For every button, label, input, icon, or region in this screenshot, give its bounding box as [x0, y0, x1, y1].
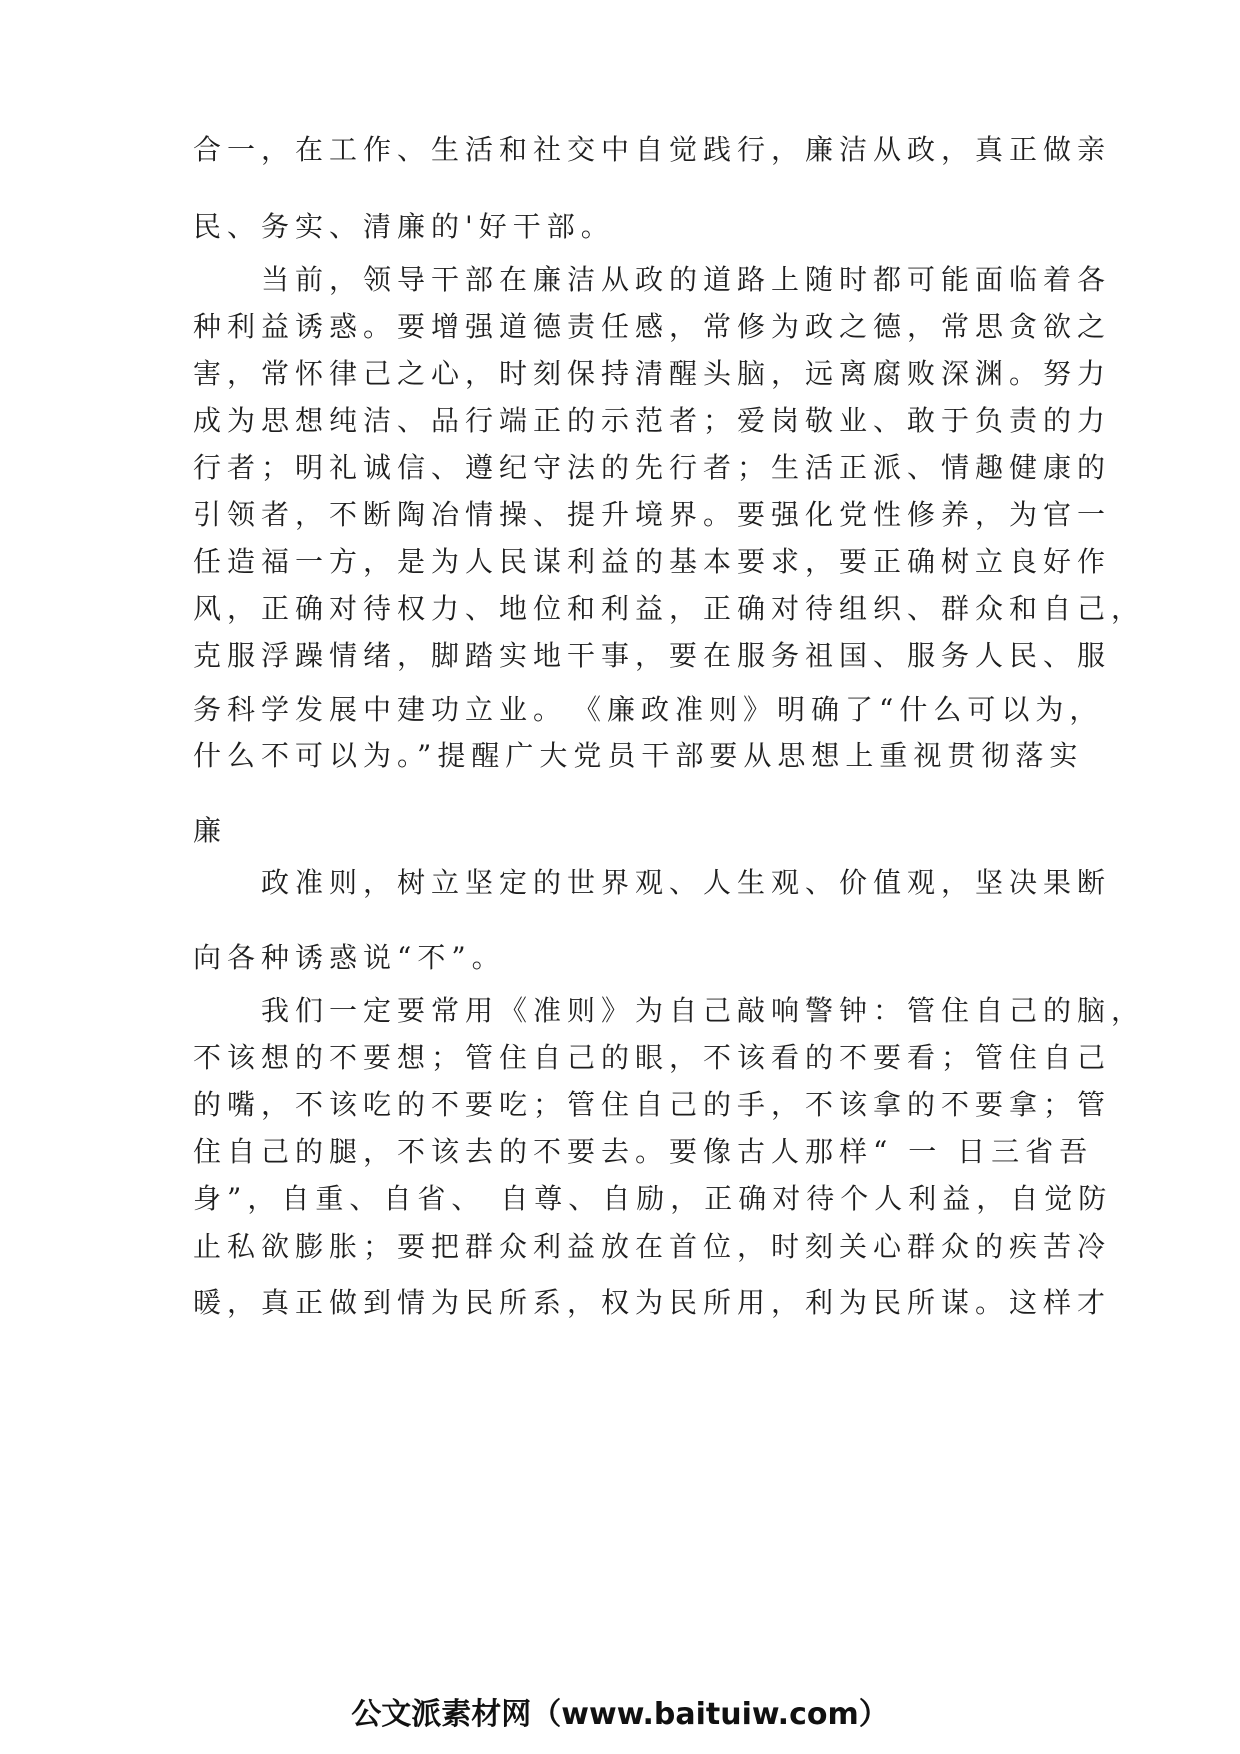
text-line: 引领者，不断陶冶情操、提升境界。要强化党性修养，为官一 — [193, 498, 1112, 531]
text-line: 身”，自重、自省、 自尊、自励，正确对待个人利益，自觉防 — [193, 1182, 1113, 1215]
text-line: 当前，领导干部在廉洁从政的道路上随时都可能面临着各 — [193, 263, 1112, 296]
text-line: 止私欲膨胀；要把群众利益放在首位，时刻关心群众的疾苦冷 — [193, 1230, 1112, 1263]
text-line: 害，常怀律己之心，时刻保持清醒头脑，远离腐败深渊。努力 — [193, 357, 1112, 390]
text-line: 成为思想纯洁、品行端正的示范者；爱岗敬业、敢于负责的力 — [193, 404, 1112, 437]
text-line: 风，正确对待权力、地位和利益，正确对待组织、群众和自己， — [193, 592, 1146, 625]
text-line: 什么不可以为。”提醒广大党员干部要从思想上重视贯彻落实 — [193, 739, 1084, 772]
site-footer: 公文派素材网（www.baituiw.com） — [351, 1697, 889, 1732]
text-line: 的嘴，不该吃的不要吃；管住自己的手，不该拿的不要拿；管 — [193, 1088, 1112, 1121]
text-line: 住自己的腿，不该去的不要去。要像古人那样“ 一 日三省吾 — [193, 1135, 1094, 1168]
text-line: 克服浮躁情绪，脚踏实地干事，要在服务祖国、服务人民、服 — [193, 639, 1112, 672]
text-line: 廉 — [193, 814, 228, 847]
text-line: 任造福一方，是为人民谋利益的基本要求，要正确树立良好作 — [193, 545, 1112, 578]
text-line: 务科学发展中建功立业。 《廉政准则》明确了“什么可以为， — [193, 693, 1104, 726]
text-line: 民、务实、清廉的'好干部。 — [193, 210, 615, 243]
text-line: 行者；明礼诚信、遵纪守法的先行者；生活正派、情趣健康的 — [193, 451, 1112, 484]
text-line: 政准则，树立坚定的世界观、人生观、价值观，坚决果断 — [193, 866, 1112, 899]
text-line: 我们一定要常用《准则》为自己敲响警钟：管住自己的脑， — [193, 994, 1146, 1027]
text-line: 暖，真正做到情为民所系，权为民所用，利为民所谋。这样才 — [193, 1286, 1112, 1319]
text-line: 不该想的不要想；管住自己的眼，不该看的不要看；管住自己 — [193, 1041, 1112, 1074]
text-line: 种利益诱惑。要增强道德责任感，常修为政之德，常思贪欲之 — [193, 310, 1112, 343]
text-line: 向各种诱惑说“不”。 — [193, 941, 506, 974]
text-line: 合一，在工作、生活和社交中自觉践行，廉洁从政，真正做亲 — [193, 133, 1112, 166]
